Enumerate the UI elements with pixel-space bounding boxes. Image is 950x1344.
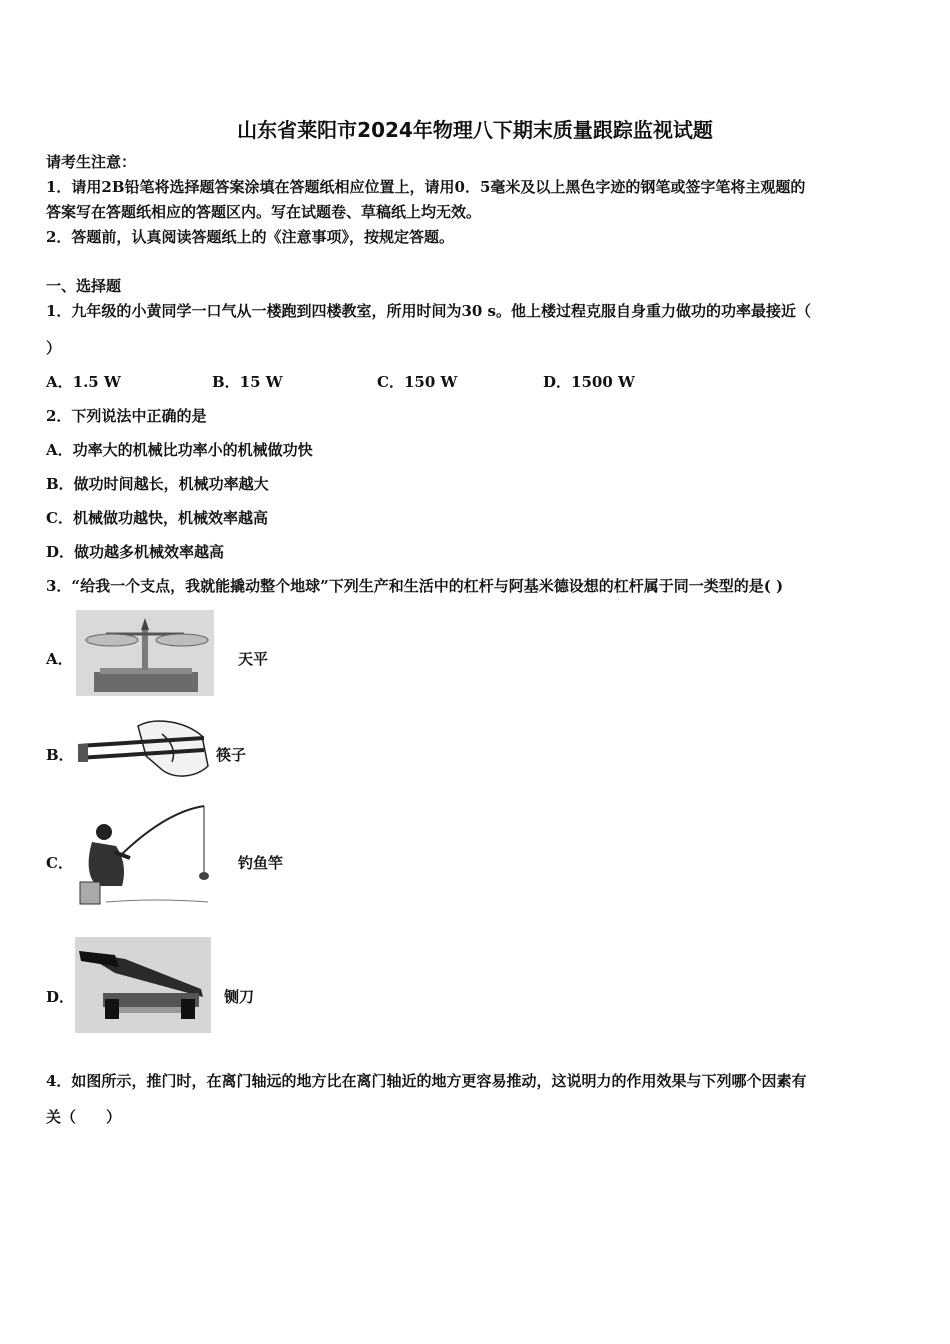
q3-option-b-letter: B． xyxy=(46,746,74,764)
section-heading: 一、选择题 xyxy=(46,277,122,295)
q2-option-b: B．做功时间越长，机械功率越大 xyxy=(46,475,269,493)
q2-option-a: A．功率大的机械比功率小的机械做功快 xyxy=(46,441,313,459)
q2-option-c: C．机械做功越快，机械效率越高 xyxy=(46,509,268,527)
notice-line-2: 2．答题前，认真阅读答题纸上的《注意事项》，按规定答题。 xyxy=(46,228,454,246)
chopsticks-image xyxy=(76,716,210,780)
fishing-rod-image xyxy=(76,802,210,908)
q1-option-d: D．1500 W xyxy=(543,373,635,391)
balance-scale-image xyxy=(76,610,214,696)
page-title: 山东省莱阳市2024年物理八下期末质量跟踪监视试题 xyxy=(237,118,713,142)
q3-option-a-letter: A． xyxy=(46,650,73,668)
notice-line-1b: 答案写在答题纸相应的答题区内。写在试题卷、草稿纸上均无效。 xyxy=(46,203,482,221)
q1-stem-end: ） xyxy=(46,339,62,357)
notice-line-1a: 1．请用2B铅笔将选择题答案涂填在答题纸相应位置上，请用0．5毫米及以上黑色字迹的钢笔或签字笔将主观题的 xyxy=(46,178,806,196)
q3-stem: 3．“给我一个支点，我就能撬动整个地球”下列生产和生活中的杠杆与阿基米德设想的杠杆属于同一类型的是( ) xyxy=(46,577,784,595)
q2-stem: 2．下列说法中正确的是 xyxy=(46,407,207,425)
q4-stem-end: 关（ ） xyxy=(46,1108,122,1126)
q3-option-d-letter: D． xyxy=(46,988,75,1006)
q3-option-d-label: 铡刀 xyxy=(224,988,255,1006)
notice-heading: 请考生注意： xyxy=(46,153,137,171)
q1-option-b: B．15 W xyxy=(212,373,283,391)
q1-option-a: A．1.5 W xyxy=(46,373,121,391)
hay-cutter-image xyxy=(75,937,211,1033)
q3-option-c-label: 钓鱼竿 xyxy=(238,854,284,872)
q1-stem: 1．九年级的小黄同学一口气从一楼跑到四楼教室，所用时间为30 s。他上楼过程克服自身重力做功的功率最接近（ xyxy=(46,302,811,320)
q1-option-c: C．150 W xyxy=(377,373,458,391)
q3-option-a-label: 天平 xyxy=(238,650,269,668)
q3-option-b-label: 筷子 xyxy=(216,746,247,764)
q3-option-c-letter: C． xyxy=(46,854,73,872)
q4-stem: 4．如图所示，推门时，在离门轴远的地方比在离门轴近的地方更容易推动，这说明力的作用效果与下列哪个因素有 xyxy=(46,1072,807,1090)
q2-option-d: D．做功越多机械效率越高 xyxy=(46,543,225,561)
